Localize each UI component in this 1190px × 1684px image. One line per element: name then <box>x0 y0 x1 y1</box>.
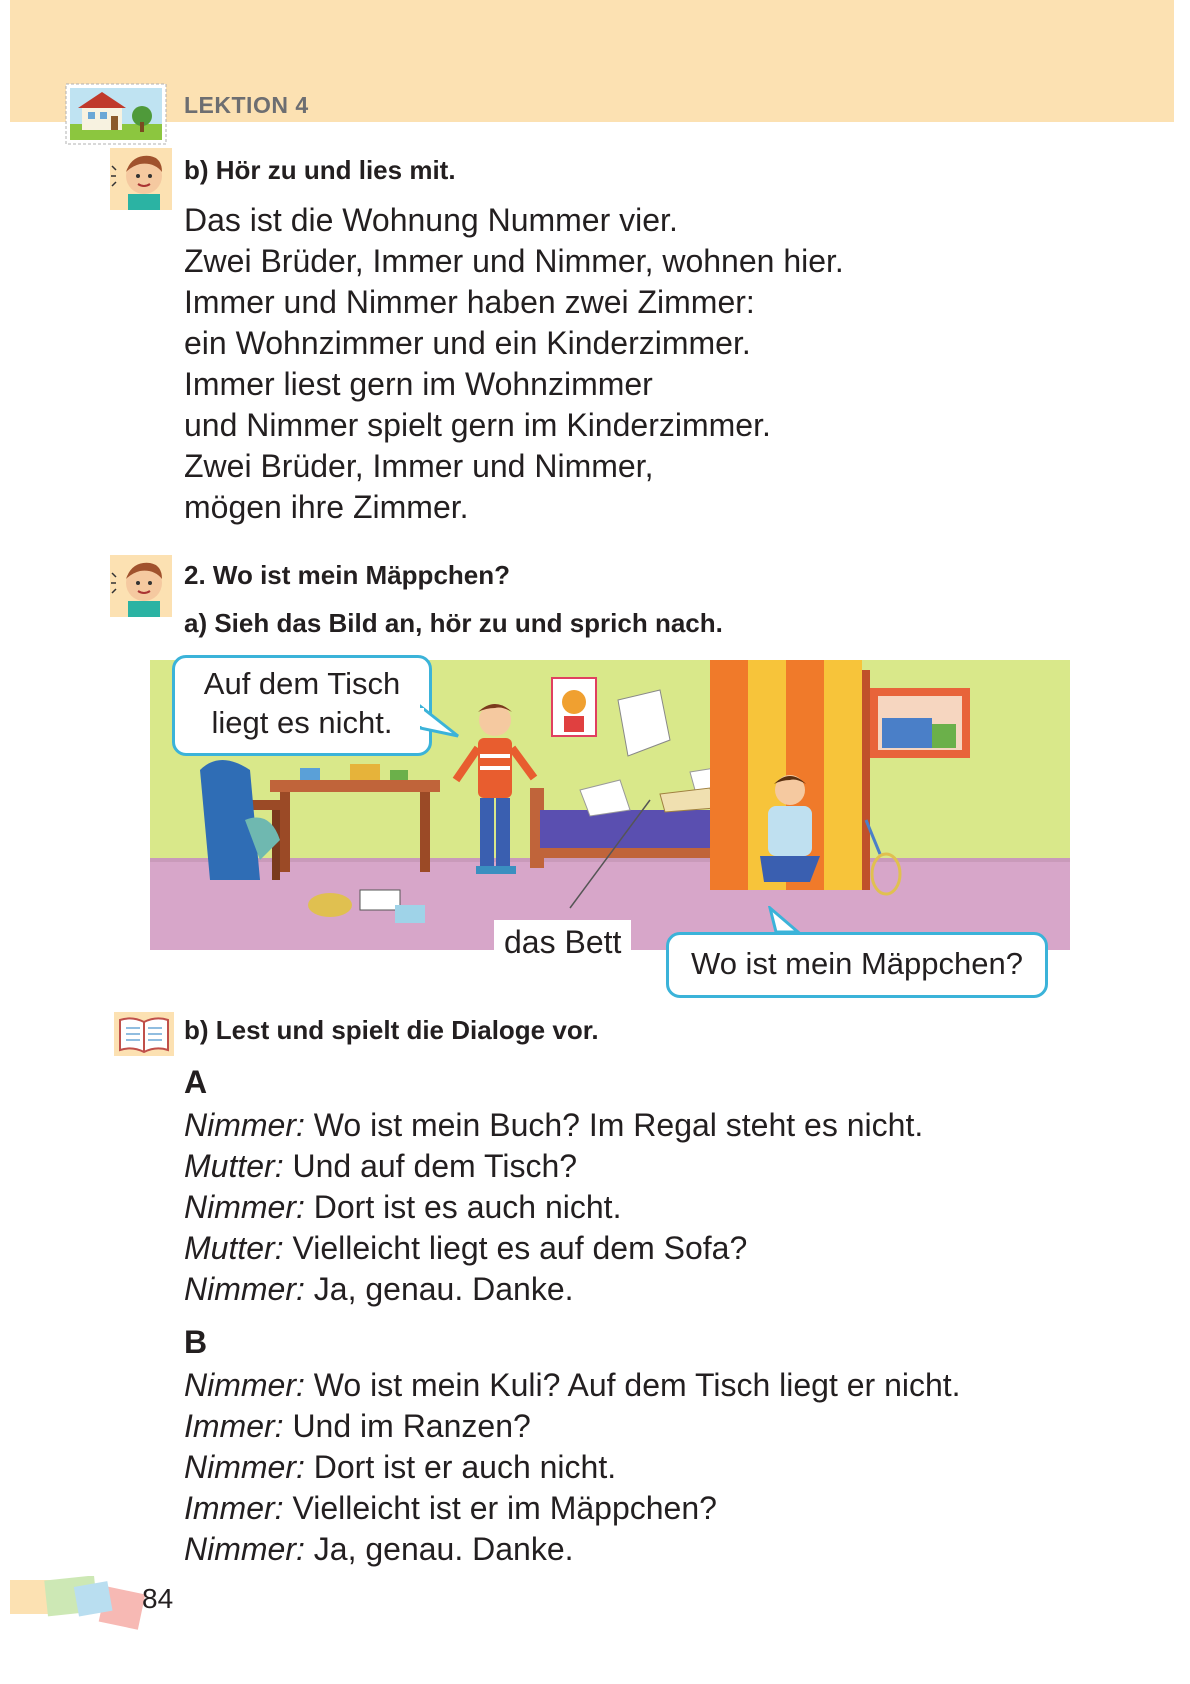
speaker: Nimmer: <box>184 1107 305 1143</box>
utterance: Vielleicht liegt es auf dem Sofa? <box>283 1230 748 1266</box>
speaker: Nimmer: <box>184 1531 305 1567</box>
poem-line: Immer und Nimmer haben zwei Zimmer: <box>184 284 755 320</box>
listening-child-icon <box>110 555 172 617</box>
bubble-left-line-1: Auf dem Tisch <box>203 666 401 701</box>
speaker: Immer: <box>184 1408 284 1444</box>
task-read-act-dialogs: b) Lest und spielt die Dialoge vor. <box>184 1015 599 1045</box>
bubble-left-tail <box>420 700 460 740</box>
speaker: Mutter: <box>184 1230 284 1266</box>
speaker: Nimmer: <box>184 1271 305 1307</box>
dialog-line <box>184 1146 923 1187</box>
speech-bubble-right: Wo ist mein Mäppchen? <box>666 932 1048 998</box>
speaker: Nimmer: <box>184 1449 305 1485</box>
poem-line: Immer liest gern im Wohnzimmer <box>184 366 653 402</box>
utterance: Und im Ranzen? <box>283 1408 531 1444</box>
listening-child-icon <box>110 148 172 210</box>
bed-label: das Bett <box>494 920 631 965</box>
dialog-line <box>184 1269 923 1310</box>
utterance: Vielleicht ist er im Mäppchen? <box>283 1490 717 1526</box>
page-number: 84 <box>142 1583 174 1614</box>
lesson-label: LEKTION 4 <box>184 92 309 118</box>
bubble-left-line-2: liegt es nicht. <box>211 705 393 740</box>
poem-line: mögen ihre Zimmer. <box>184 489 469 525</box>
dialog-line <box>184 1187 923 1228</box>
exercise-2-title: 2. Wo ist mein Mäppchen? <box>184 560 511 590</box>
footer-color-squares <box>10 1576 146 1636</box>
dialog-line <box>184 1488 961 1529</box>
poem-line: Das ist die Wohnung Nummer vier. <box>184 202 678 238</box>
speaker: Immer: <box>184 1490 284 1526</box>
poem-line: ein Wohnzimmer und ein Kinderzimmer. <box>184 325 751 361</box>
open-book-icon <box>114 1012 174 1056</box>
speaker: Nimmer: <box>184 1367 305 1403</box>
utterance: Dort ist es auch nicht. <box>304 1189 622 1225</box>
utterance: Und auf dem Tisch? <box>283 1148 578 1184</box>
dialog-letter: B <box>184 1324 208 1360</box>
utterance: Ja, genau. Danke. <box>304 1531 574 1567</box>
dialog-a <box>184 1062 923 1310</box>
dialog-line <box>184 1365 961 1406</box>
dialog-line <box>184 1228 923 1269</box>
utterance: Wo ist mein Buch? Im Regal steht es nicht. <box>304 1107 924 1143</box>
poem-line: Zwei Brüder, Immer und Nimmer, <box>184 448 654 484</box>
utterance: Dort ist er auch nicht. <box>304 1449 617 1485</box>
dialog-line <box>184 1406 961 1447</box>
dialog-b <box>184 1322 961 1570</box>
dialog-line <box>184 1447 961 1488</box>
speaker: Nimmer: <box>184 1189 305 1225</box>
utterance: Wo ist mein Kuli? Auf dem Tisch liegt er nicht. <box>304 1367 961 1403</box>
task-listen-read: b) Hör zu und lies mit. <box>184 155 456 185</box>
dialog-line <box>184 1529 961 1570</box>
speaker: Mutter: <box>184 1148 284 1184</box>
task-look-listen-repeat: a) Sieh das Bild an, hör zu und sprich nach. <box>184 608 723 638</box>
utterance: Ja, genau. Danke. <box>304 1271 574 1307</box>
speech-bubble-left <box>172 655 432 756</box>
poem-text <box>184 200 844 528</box>
dialog-letter: A <box>184 1064 208 1100</box>
poem-line: und Nimmer spielt gern im Kinderzimmer. <box>184 407 771 443</box>
poem-line: Zwei Brüder, Immer und Nimmer, wohnen hier. <box>184 243 844 279</box>
house-stamp-icon <box>64 82 168 146</box>
dialog-line <box>184 1105 923 1146</box>
